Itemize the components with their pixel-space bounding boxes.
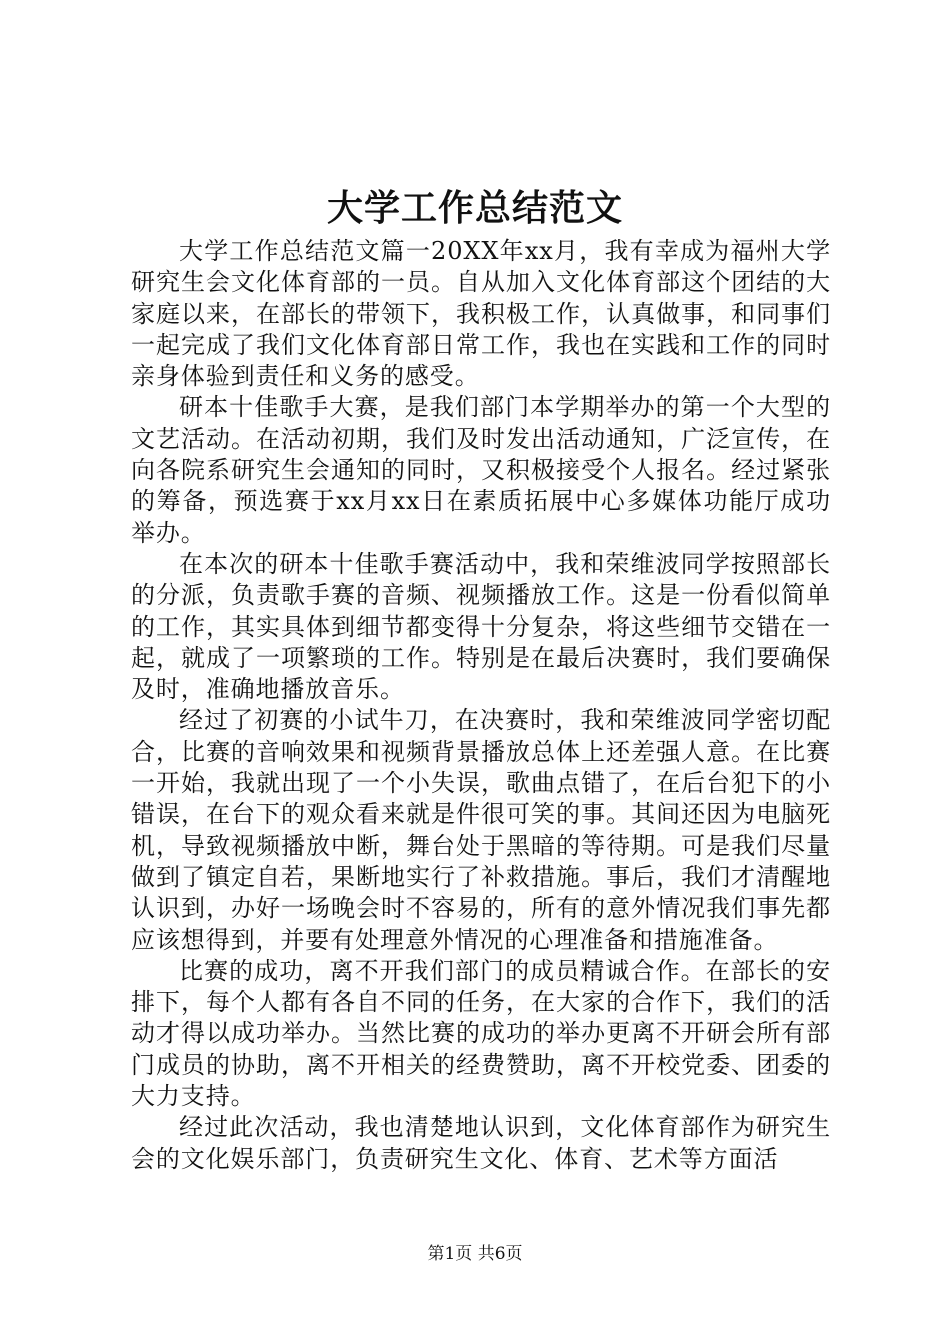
paragraph: 经过了初赛的小试牛刀，在决赛时，我和荣维波同学密切配合，比赛的音响效果和视频背景播放总体上还差强人意。在比赛一开始，我就出现了一个小失误，歌曲点错了，在后台犯下的小错误，在台下的观众看来就是件很可笑的事。其间还因为电脑死机，导致视频播放中断，舞台处于黑暗的等待期。可是我们尽量做到了镇定自若，果断地实行了补救措施。事后，我们才清醒地认识到，办好一场晚会时不容易的，所有的意外情况我们事先都应该想得到，并要有处理意外情况的心理准备和措施准备。 [131,706,831,954]
paragraph: 大学工作总结范文篇一20XX年xx月，我有幸成为福州大学研究生会文化体育部的一员。自从加入文化体育部这个团结的大家庭以来，在部长的带领下，我积极工作，认真做事，和同事们一起完成了我们文化体育部日常工作，我也在实践和工作的同时亲身体验到责任和义务的感受。 [131,237,831,391]
paragraph: 比赛的成功，离不开我们部门的成员精诚合作。在部长的安排下，每个人都有各自不同的任务，在大家的合作下，我们的活动才得以成功举办。当然比赛的成功的举办更离不开研会所有部门成员的协助，离不开相关的经费赞助，离不开校党委、团委的大力支持。 [131,956,831,1111]
document-title: 大学工作总结范文 [326,187,623,229]
paragraph: 研本十佳歌手大赛，是我们部门本学期举办的第一个大型的文艺活动。在活动初期，我们及时发出活动通知，广泛宣传，在向各院系研究生会通知的同时，又积极接受个人报名。经过紧张的筹备，预选赛于xx月xx日在素质拓展中心多媒体功能厅成功举办。 [131,393,831,547]
paragraph: 在本次的研本十佳歌手赛活动中，我和荣维波同学按照部长的分派，负责歌手赛的音频、视频播放工作。这是一份看似简单的工作，其实具体到细节都变得十分复杂，将这些细节交错在一起，就成了一项繁琐的工作。特别是在最后决赛时，我们要确保及时，准确地播放音乐。 [131,549,831,704]
page-number-footer: 第1页 共6页 [427,1244,523,1264]
paragraph: 经过此次活动，我也清楚地认识到，文化体育部作为研究生会的文化娱乐部门，负责研究生文化、体育、艺术等方面活 [131,1113,831,1173]
document-body [131,236,831,1175]
